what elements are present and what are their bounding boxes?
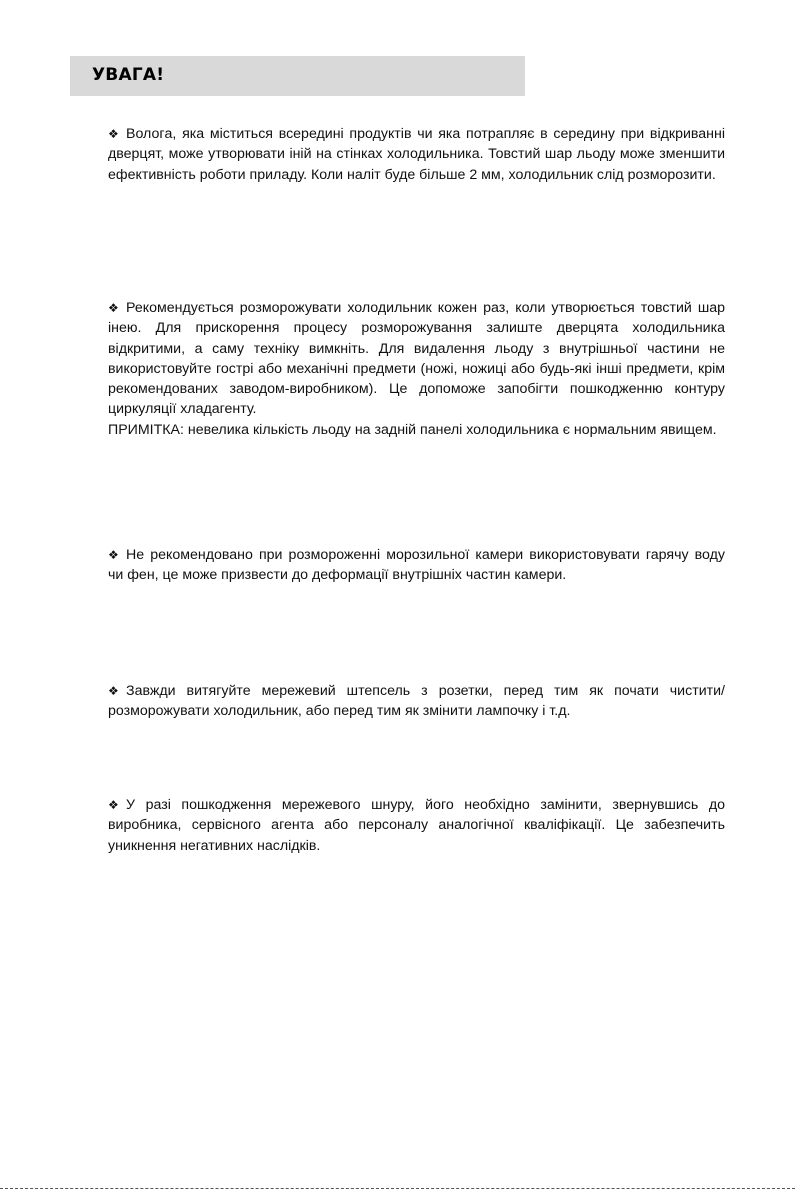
- diamond-bullet-icon: ❖: [108, 127, 119, 141]
- warning-title: УВАГА!: [92, 65, 165, 85]
- page-bottom-divider: [0, 1188, 795, 1189]
- paragraph-text: Вологa, яка міститься всередині продуктів чи яка потрапляє в середину при відкриванні дверцят, може утворювати іній на стінках холодильника. Товстий шар льоду може зменшити ефективність роботи приладу. Коли наліт буде більше 2 мм, холодильник слід розморозити.: [108, 126, 725, 183]
- paragraph-unplug: [108, 681, 725, 722]
- paragraph-text: Завжди витягуйте мережевий штепсель з розетки, перед тим як почати чистити/розморожувати холодильник, або перед тим як змінити лампочку і т.д.: [108, 683, 725, 720]
- paragraph-damaged-cord: [108, 795, 725, 856]
- paragraph-moisture-frost: [108, 124, 725, 185]
- paragraph-text: Не рекомендовано при розмороженні морозильної камери використовувати гарячу воду чи фен, це може призвести до деформації внутрішніх частин камери.: [108, 547, 725, 584]
- paragraph-text: У разі пошкодження мережевого шнуру, його необхідно замінити, звернувшись до виробника, сервісного агента або персоналу аналогічної кваліфікації. Це забезпечить уникнення негативних наслідків.: [108, 797, 725, 854]
- diamond-bullet-icon: ❖: [108, 684, 119, 698]
- diamond-bullet-icon: ❖: [108, 301, 119, 315]
- paragraph-defrost-recommendation: [108, 298, 725, 440]
- note-text: ПРИМІТКА: невелика кількість льоду на задній панелі холодильника є нормальним явищем.: [108, 421, 717, 438]
- diamond-bullet-icon: ❖: [108, 798, 119, 812]
- paragraph-text: Рекомендується розморожувати холодильник кожен раз, коли утворюється товстий шар інею. Для прискорення процесу розморожування залиште дверцята холодильника відкритими, а саму техніку вимкніть. Для видалення льоду з внутрішньої частини не використовуйте гострі або механічні предмети (ножі, ножиці або будь-які інші предмети, крім рекомендованих заводом-виробником). Це допоможе запобігти пошкодженню контуру циркуляції хладагенту.: [108, 300, 725, 418]
- paragraph-no-hot-water: [108, 545, 725, 586]
- warning-header-banner: [70, 56, 525, 96]
- diamond-bullet-icon: ❖: [108, 548, 119, 562]
